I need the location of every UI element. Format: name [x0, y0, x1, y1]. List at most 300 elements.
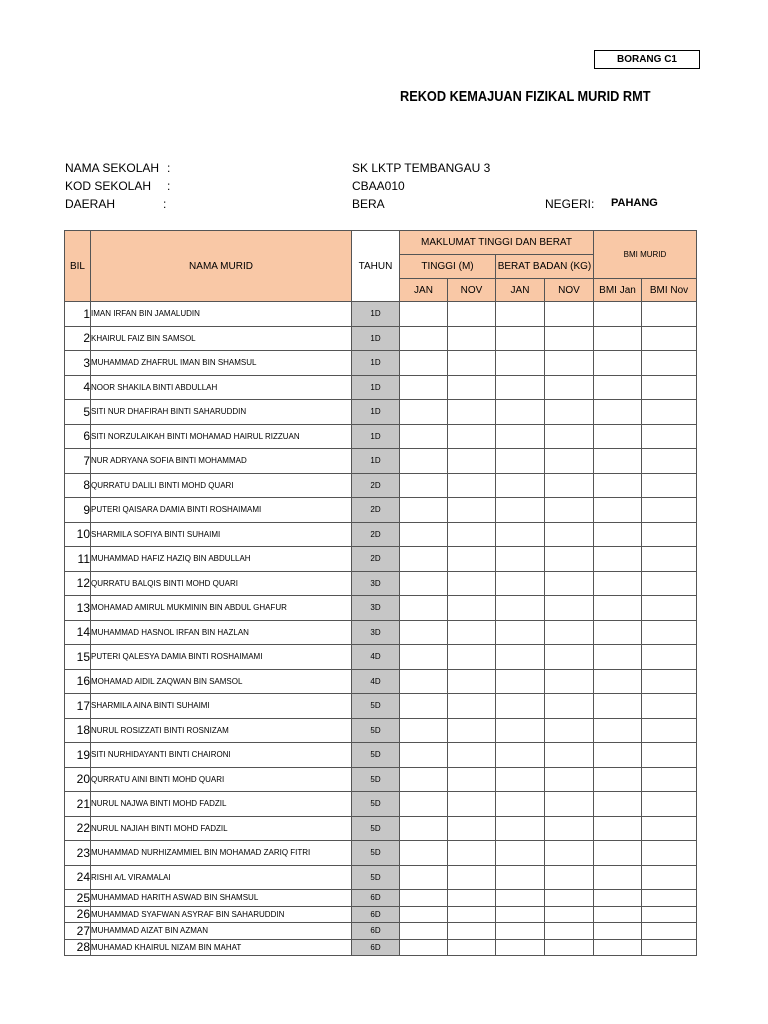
- row-nama-murid: SITI NURHIDAYANTI BINTI CHAIRONI: [91, 743, 352, 768]
- row-nama-murid: MUHAMAD KHAIRUL NIZAM BIN MAHAT: [91, 939, 352, 956]
- table-row: [65, 400, 697, 425]
- row-bil: 16: [65, 669, 91, 694]
- cell-tinggi-jan[interactable]: [400, 669, 448, 694]
- cell-bmi-nov[interactable]: [642, 939, 697, 956]
- row-bil: 10: [65, 522, 91, 547]
- row-nama-murid: MUHAMMAD ZHAFRUL IMAN BIN SHAMSUL: [91, 351, 352, 376]
- cell-tinggi-nov[interactable]: [448, 400, 496, 425]
- cell-tinggi-jan[interactable]: [400, 522, 448, 547]
- cell-tinggi-nov[interactable]: [448, 939, 496, 956]
- row-bil: 21: [65, 792, 91, 817]
- cell-berat-nov[interactable]: [545, 473, 594, 498]
- cell-tinggi-jan[interactable]: [400, 351, 448, 376]
- cell-bmi-jan[interactable]: [594, 424, 642, 449]
- cell-berat-nov[interactable]: [545, 449, 594, 474]
- cell-berat-jan[interactable]: [496, 865, 545, 890]
- header-maklumat: MAKLUMAT TINGGI DAN BERAT: [400, 231, 594, 255]
- row-tahun: 1D: [352, 351, 400, 376]
- row-nama-murid: MUHAMMAD AIZAT BIN AZMAN: [91, 923, 352, 940]
- table-row: [65, 841, 697, 866]
- cell-berat-jan[interactable]: [496, 571, 545, 596]
- cell-tinggi-jan[interactable]: [400, 906, 448, 923]
- header-tinggi-nov: NOV: [448, 279, 496, 302]
- cell-berat-nov[interactable]: [545, 326, 594, 351]
- cell-berat-jan[interactable]: [496, 449, 545, 474]
- cell-berat-nov[interactable]: [545, 841, 594, 866]
- cell-berat-jan[interactable]: [496, 547, 545, 572]
- table-row: [65, 743, 697, 768]
- row-bil: 23: [65, 841, 91, 866]
- cell-tinggi-nov[interactable]: [448, 351, 496, 376]
- cell-bmi-nov[interactable]: [642, 473, 697, 498]
- cell-bmi-nov[interactable]: [642, 743, 697, 768]
- cell-bmi-nov[interactable]: [642, 906, 697, 923]
- row-tahun: 6D: [352, 939, 400, 956]
- row-tahun: 6D: [352, 923, 400, 940]
- cell-tinggi-nov[interactable]: [448, 571, 496, 596]
- header-nama-murid: NAMA MURID: [91, 231, 352, 302]
- cell-tinggi-jan[interactable]: [400, 939, 448, 956]
- row-tahun: 5D: [352, 865, 400, 890]
- cell-bmi-jan[interactable]: [594, 865, 642, 890]
- cell-tinggi-nov[interactable]: [448, 375, 496, 400]
- row-bil: 14: [65, 620, 91, 645]
- row-bil: 15: [65, 645, 91, 670]
- header-bmi-nov: BMI Nov: [642, 279, 697, 302]
- row-nama-murid: SHARMILA AINA BINTI SUHAIMI: [91, 694, 352, 719]
- row-tahun: 6D: [352, 890, 400, 907]
- row-bil: 18: [65, 718, 91, 743]
- cell-tinggi-jan[interactable]: [400, 620, 448, 645]
- cell-tinggi-jan[interactable]: [400, 792, 448, 817]
- cell-bmi-jan[interactable]: [594, 718, 642, 743]
- cell-tinggi-jan[interactable]: [400, 375, 448, 400]
- row-tahun: 3D: [352, 571, 400, 596]
- cell-tinggi-nov[interactable]: [448, 547, 496, 572]
- row-tahun: 4D: [352, 669, 400, 694]
- cell-bmi-nov[interactable]: [642, 302, 697, 327]
- header-tinggi: TINGGI (M): [400, 255, 496, 279]
- cell-tinggi-nov[interactable]: [448, 816, 496, 841]
- cell-berat-nov[interactable]: [545, 694, 594, 719]
- nama-sekolah-colon: :: [167, 161, 171, 175]
- cell-berat-jan[interactable]: [496, 400, 545, 425]
- cell-tinggi-nov[interactable]: [448, 906, 496, 923]
- cell-bmi-nov[interactable]: [642, 424, 697, 449]
- row-nama-murid: MUHAMMAD SYAFWAN ASYRAF BIN SAHARUDDIN: [91, 906, 352, 923]
- kod-sekolah-label: KOD SEKOLAH: [65, 179, 152, 193]
- nama-sekolah-label: NAMA SEKOLAH: [65, 161, 160, 175]
- row-tahun: 1D: [352, 302, 400, 327]
- cell-berat-nov[interactable]: [545, 351, 594, 376]
- header-berat-jan: JAN: [496, 279, 545, 302]
- header-berat-nov: NOV: [545, 279, 594, 302]
- row-bil: 7: [65, 449, 91, 474]
- cell-tinggi-nov[interactable]: [448, 865, 496, 890]
- cell-tinggi-nov[interactable]: [448, 718, 496, 743]
- table-row: [65, 669, 697, 694]
- row-nama-murid: NOOR SHAKILA BINTI ABDULLAH: [91, 375, 352, 400]
- row-bil: 2: [65, 326, 91, 351]
- table-row: [65, 865, 697, 890]
- cell-bmi-nov[interactable]: [642, 375, 697, 400]
- cell-bmi-nov[interactable]: [642, 923, 697, 940]
- cell-tinggi-jan[interactable]: [400, 596, 448, 621]
- cell-bmi-jan[interactable]: [594, 498, 642, 523]
- cell-bmi-jan[interactable]: [594, 302, 642, 327]
- cell-berat-jan[interactable]: [496, 890, 545, 907]
- cell-berat-jan[interactable]: [496, 351, 545, 376]
- negeri-label: NEGERI:: [545, 197, 595, 211]
- cell-berat-jan[interactable]: [496, 816, 545, 841]
- cell-tinggi-nov[interactable]: [448, 596, 496, 621]
- cell-berat-jan[interactable]: [496, 669, 545, 694]
- cell-berat-jan[interactable]: [496, 326, 545, 351]
- cell-berat-nov[interactable]: [545, 498, 594, 523]
- cell-berat-jan[interactable]: [496, 645, 545, 670]
- table-row: [65, 645, 697, 670]
- cell-berat-nov[interactable]: [545, 669, 594, 694]
- cell-bmi-jan[interactable]: [594, 767, 642, 792]
- row-bil: 8: [65, 473, 91, 498]
- cell-berat-nov[interactable]: [545, 865, 594, 890]
- cell-bmi-jan[interactable]: [594, 596, 642, 621]
- cell-bmi-nov[interactable]: [642, 620, 697, 645]
- cell-bmi-nov[interactable]: [642, 792, 697, 817]
- cell-berat-nov[interactable]: [545, 816, 594, 841]
- cell-bmi-nov[interactable]: [642, 865, 697, 890]
- cell-bmi-jan[interactable]: [594, 923, 642, 940]
- cell-tinggi-jan[interactable]: [400, 743, 448, 768]
- row-nama-murid: RISHI A/L VIRAMALAI: [91, 865, 352, 890]
- cell-bmi-nov[interactable]: [642, 596, 697, 621]
- cell-tinggi-jan[interactable]: [400, 473, 448, 498]
- cell-berat-nov[interactable]: [545, 792, 594, 817]
- table-body: [65, 302, 697, 956]
- cell-berat-jan[interactable]: [496, 718, 545, 743]
- cell-tinggi-nov[interactable]: [448, 522, 496, 547]
- table-row: [65, 424, 697, 449]
- cell-bmi-jan[interactable]: [594, 522, 642, 547]
- cell-bmi-nov[interactable]: [642, 767, 697, 792]
- cell-tinggi-jan[interactable]: [400, 400, 448, 425]
- cell-bmi-jan[interactable]: [594, 792, 642, 817]
- header-tinggi-jan: JAN: [400, 279, 448, 302]
- page-title: REKOD KEMAJUAN FIZIKAL MURID RMT: [400, 88, 651, 105]
- cell-tinggi-jan[interactable]: [400, 571, 448, 596]
- row-tahun: 3D: [352, 596, 400, 621]
- cell-bmi-nov[interactable]: [642, 522, 697, 547]
- row-tahun: 2D: [352, 473, 400, 498]
- cell-tinggi-nov[interactable]: [448, 645, 496, 670]
- cell-berat-jan[interactable]: [496, 767, 545, 792]
- cell-tinggi-jan[interactable]: [400, 890, 448, 907]
- cell-berat-nov[interactable]: [545, 620, 594, 645]
- table-row: [65, 302, 697, 327]
- cell-berat-nov[interactable]: [545, 424, 594, 449]
- row-nama-murid: MUHAMMAD HAFIZ HAZIQ BIN ABDULLAH: [91, 547, 352, 572]
- cell-berat-nov[interactable]: [545, 645, 594, 670]
- cell-berat-jan[interactable]: [496, 473, 545, 498]
- row-tahun: 2D: [352, 547, 400, 572]
- cell-berat-nov[interactable]: [545, 571, 594, 596]
- negeri-value: PAHANG: [611, 197, 658, 209]
- row-nama-murid: MOHAMAD AMIRUL MUKMININ BIN ABDUL GHAFUR: [91, 596, 352, 621]
- cell-berat-jan[interactable]: [496, 620, 545, 645]
- row-bil: 13: [65, 596, 91, 621]
- row-nama-murid: SITI NUR DHAFIRAH BINTI SAHARUDDIN: [91, 400, 352, 425]
- header-bmi-murid: BMI MURID: [594, 231, 697, 279]
- cell-bmi-nov[interactable]: [642, 694, 697, 719]
- cell-bmi-jan[interactable]: [594, 939, 642, 956]
- cell-bmi-nov[interactable]: [642, 351, 697, 376]
- table-row: [65, 792, 697, 817]
- header-berat: BERAT BADAN (KG): [496, 255, 594, 279]
- cell-berat-jan[interactable]: [496, 792, 545, 817]
- cell-berat-jan[interactable]: [496, 498, 545, 523]
- cell-berat-jan[interactable]: [496, 596, 545, 621]
- row-nama-murid: NUR ADRYANA SOFIA BINTI MOHAMMAD: [91, 449, 352, 474]
- cell-bmi-nov[interactable]: [642, 718, 697, 743]
- table-row: [65, 694, 697, 719]
- cell-tinggi-jan[interactable]: [400, 645, 448, 670]
- row-nama-murid: QURRATU BALQIS BINTI MOHD QUARI: [91, 571, 352, 596]
- row-bil: 26: [65, 906, 91, 923]
- row-bil: 3: [65, 351, 91, 376]
- table-row: [65, 890, 697, 907]
- cell-berat-nov[interactable]: [545, 718, 594, 743]
- row-bil: 4: [65, 375, 91, 400]
- row-nama-murid: KHAIRUL FAIZ BIN SAMSOL: [91, 326, 352, 351]
- cell-tinggi-jan[interactable]: [400, 718, 448, 743]
- row-bil: 22: [65, 816, 91, 841]
- table-row: [65, 326, 697, 351]
- cell-tinggi-jan[interactable]: [400, 424, 448, 449]
- cell-bmi-jan[interactable]: [594, 571, 642, 596]
- cell-bmi-jan[interactable]: [594, 890, 642, 907]
- cell-berat-jan[interactable]: [496, 522, 545, 547]
- cell-berat-jan[interactable]: [496, 375, 545, 400]
- cell-berat-jan[interactable]: [496, 743, 545, 768]
- daerah-colon: :: [163, 197, 167, 211]
- cell-berat-nov[interactable]: [545, 522, 594, 547]
- cell-bmi-jan[interactable]: [594, 906, 642, 923]
- cell-tinggi-jan[interactable]: [400, 816, 448, 841]
- row-bil: 19: [65, 743, 91, 768]
- row-nama-murid: NURUL NAJWA BINTI MOHD FADZIL: [91, 792, 352, 817]
- cell-bmi-jan[interactable]: [594, 400, 642, 425]
- cell-bmi-jan[interactable]: [594, 816, 642, 841]
- cell-tinggi-nov[interactable]: [448, 841, 496, 866]
- row-tahun: 5D: [352, 694, 400, 719]
- table-row: [65, 498, 697, 523]
- cell-berat-jan[interactable]: [496, 923, 545, 940]
- row-nama-murid: SHARMILA SOFIYA BINTI SUHAIMI: [91, 522, 352, 547]
- cell-berat-jan[interactable]: [496, 841, 545, 866]
- cell-berat-jan[interactable]: [496, 302, 545, 327]
- table-row: [65, 596, 697, 621]
- row-bil: 12: [65, 571, 91, 596]
- cell-tinggi-jan[interactable]: [400, 326, 448, 351]
- row-nama-murid: NURUL NAJIAH BINTI MOHD FADZIL: [91, 816, 352, 841]
- row-tahun: 5D: [352, 841, 400, 866]
- row-tahun: 6D: [352, 906, 400, 923]
- cell-tinggi-nov[interactable]: [448, 923, 496, 940]
- cell-berat-jan[interactable]: [496, 424, 545, 449]
- table-row: [65, 620, 697, 645]
- cell-bmi-jan[interactable]: [594, 375, 642, 400]
- row-nama-murid: MUHAMMAD HASNOL IRFAN BIN HAZLAN: [91, 620, 352, 645]
- row-tahun: 5D: [352, 743, 400, 768]
- row-bil: 11: [65, 547, 91, 572]
- cell-bmi-nov[interactable]: [642, 326, 697, 351]
- table-row: [65, 939, 697, 956]
- cell-tinggi-nov[interactable]: [448, 694, 496, 719]
- table-row: [65, 718, 697, 743]
- cell-berat-nov[interactable]: [545, 939, 594, 956]
- row-nama-murid: MOHAMAD AIDIL ZAQWAN BIN SAMSOL: [91, 669, 352, 694]
- daerah-label: DAERAH: [65, 197, 116, 211]
- row-nama-murid: PUTERI QAISARA DAMIA BINTI ROSHAIMAMI: [91, 498, 352, 523]
- table-row: [65, 522, 697, 547]
- row-nama-murid: QURRATU AINI BINTI MOHD QUARI: [91, 767, 352, 792]
- row-tahun: 1D: [352, 326, 400, 351]
- row-bil: 24: [65, 865, 91, 890]
- cell-bmi-jan[interactable]: [594, 620, 642, 645]
- cell-tinggi-nov[interactable]: [448, 326, 496, 351]
- table-row: [65, 351, 697, 376]
- cell-bmi-nov[interactable]: [642, 571, 697, 596]
- cell-bmi-nov[interactable]: [642, 890, 697, 907]
- table-row: [65, 449, 697, 474]
- cell-tinggi-nov[interactable]: [448, 473, 496, 498]
- cell-bmi-jan[interactable]: [594, 449, 642, 474]
- cell-berat-jan[interactable]: [496, 906, 545, 923]
- cell-tinggi-nov[interactable]: [448, 449, 496, 474]
- row-bil: 5: [65, 400, 91, 425]
- cell-bmi-jan[interactable]: [594, 326, 642, 351]
- cell-berat-jan[interactable]: [496, 939, 545, 956]
- cell-berat-nov[interactable]: [545, 375, 594, 400]
- row-bil: 9: [65, 498, 91, 523]
- table-row: [65, 547, 697, 572]
- row-tahun: 2D: [352, 498, 400, 523]
- cell-berat-nov[interactable]: [545, 400, 594, 425]
- cell-bmi-jan[interactable]: [594, 645, 642, 670]
- cell-bmi-jan[interactable]: [594, 694, 642, 719]
- cell-bmi-jan[interactable]: [594, 547, 642, 572]
- cell-tinggi-nov[interactable]: [448, 669, 496, 694]
- cell-berat-nov[interactable]: [545, 547, 594, 572]
- row-tahun: 1D: [352, 400, 400, 425]
- cell-berat-nov[interactable]: [545, 906, 594, 923]
- row-tahun: 1D: [352, 424, 400, 449]
- row-bil: 17: [65, 694, 91, 719]
- row-bil: 6: [65, 424, 91, 449]
- row-bil: 25: [65, 890, 91, 907]
- cell-bmi-nov[interactable]: [642, 645, 697, 670]
- row-bil: 20: [65, 767, 91, 792]
- cell-berat-jan[interactable]: [496, 694, 545, 719]
- cell-tinggi-nov[interactable]: [448, 792, 496, 817]
- row-tahun: 1D: [352, 375, 400, 400]
- row-tahun: 1D: [352, 449, 400, 474]
- row-nama-murid: NURUL ROSIZZATI BINTI ROSNIZAM: [91, 718, 352, 743]
- cell-bmi-jan[interactable]: [594, 669, 642, 694]
- table-row: [65, 375, 697, 400]
- header-bmi-jan: BMI Jan: [594, 279, 642, 302]
- cell-bmi-nov[interactable]: [642, 449, 697, 474]
- cell-tinggi-jan[interactable]: [400, 694, 448, 719]
- row-tahun: 5D: [352, 767, 400, 792]
- cell-bmi-nov[interactable]: [642, 669, 697, 694]
- cell-tinggi-jan[interactable]: [400, 547, 448, 572]
- table-row: [65, 923, 697, 940]
- cell-bmi-jan[interactable]: [594, 351, 642, 376]
- row-bil: 28: [65, 939, 91, 956]
- cell-tinggi-jan[interactable]: [400, 498, 448, 523]
- cell-tinggi-nov[interactable]: [448, 302, 496, 327]
- row-nama-murid: PUTERI QALESYA DAMIA BINTI ROSHAIMAMI: [91, 645, 352, 670]
- row-nama-murid: MUHAMMAD HARITH ASWAD BIN SHAMSUL: [91, 890, 352, 907]
- cell-bmi-nov[interactable]: [642, 498, 697, 523]
- cell-bmi-nov[interactable]: [642, 400, 697, 425]
- cell-bmi-jan[interactable]: [594, 743, 642, 768]
- cell-tinggi-jan[interactable]: [400, 923, 448, 940]
- cell-bmi-nov[interactable]: [642, 841, 697, 866]
- header-bil: BIL: [65, 231, 91, 302]
- cell-tinggi-nov[interactable]: [448, 743, 496, 768]
- table-row: [65, 816, 697, 841]
- cell-tinggi-nov[interactable]: [448, 767, 496, 792]
- cell-tinggi-nov[interactable]: [448, 620, 496, 645]
- cell-tinggi-jan[interactable]: [400, 449, 448, 474]
- cell-tinggi-jan[interactable]: [400, 865, 448, 890]
- cell-tinggi-nov[interactable]: [448, 890, 496, 907]
- table-row: [65, 571, 697, 596]
- kod-sekolah-value: CBAA010: [352, 179, 405, 193]
- kod-sekolah-colon: :: [167, 179, 171, 193]
- cell-berat-nov[interactable]: [545, 743, 594, 768]
- cell-berat-nov[interactable]: [545, 767, 594, 792]
- row-tahun: 3D: [352, 620, 400, 645]
- row-bil: 27: [65, 923, 91, 940]
- cell-bmi-jan[interactable]: [594, 473, 642, 498]
- cell-berat-nov[interactable]: [545, 890, 594, 907]
- table-row: [65, 906, 697, 923]
- cell-tinggi-jan[interactable]: [400, 767, 448, 792]
- cell-berat-nov[interactable]: [545, 596, 594, 621]
- cell-berat-nov[interactable]: [545, 302, 594, 327]
- row-tahun: 4D: [352, 645, 400, 670]
- cell-bmi-jan[interactable]: [594, 841, 642, 866]
- row-nama-murid: MUHAMMAD NURHIZAMMIEL BIN MOHAMAD ZARIQ FITRI: [91, 841, 352, 866]
- row-nama-murid: SITI NORZULAIKAH BINTI MOHAMAD HAIRUL RIZZUAN: [91, 424, 352, 449]
- cell-tinggi-jan[interactable]: [400, 302, 448, 327]
- student-record-table: [64, 230, 697, 956]
- daerah-value: BERA: [352, 197, 385, 211]
- cell-bmi-nov[interactable]: [642, 816, 697, 841]
- table-row: [65, 473, 697, 498]
- row-bil: 1: [65, 302, 91, 327]
- cell-berat-nov[interactable]: [545, 923, 594, 940]
- cell-tinggi-jan[interactable]: [400, 841, 448, 866]
- cell-bmi-nov[interactable]: [642, 547, 697, 572]
- row-tahun: 2D: [352, 522, 400, 547]
- cell-tinggi-nov[interactable]: [448, 498, 496, 523]
- table-row: [65, 767, 697, 792]
- cell-tinggi-nov[interactable]: [448, 424, 496, 449]
